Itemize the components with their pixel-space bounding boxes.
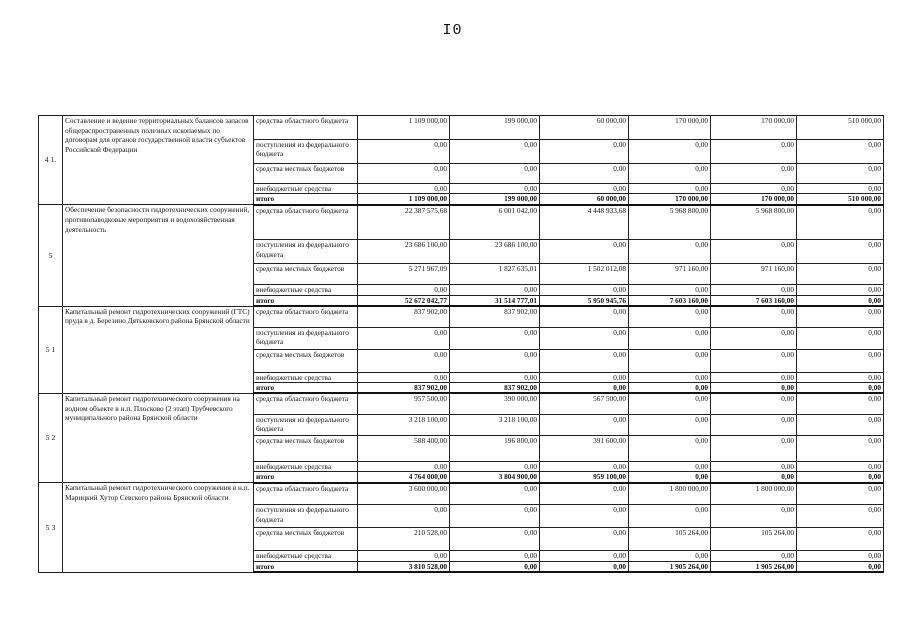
amount-cell: 0,00 [540,528,629,551]
amount-cell: 0,00 [540,140,629,164]
amount-cell: 1 905 264,00 [711,561,797,572]
funding-source: средства областного бюджета [254,483,358,505]
amount-cell: 0,00 [797,483,884,505]
amount-cell: 0,00 [711,414,797,435]
funding-source: внебюджетные средства [254,372,358,382]
amount-cell: 0,00 [629,383,711,394]
amount-cell: 199 000,00 [450,116,540,140]
amount-cell: 0,00 [629,505,711,528]
funding-source: внебюджетные средства [254,184,358,194]
funding-source: средства местных бюджетов [254,528,358,551]
funding-source: поступления из федерального бюджета [254,327,358,349]
funding-source: средства местных бюджетов [254,164,358,184]
amount-cell: 0,00 [540,327,629,349]
amount-cell: 588 400,00 [358,435,450,461]
amount-cell: 0,00 [358,184,450,194]
funding-source: средства областного бюджета [254,306,358,327]
amount-cell: 0,00 [450,164,540,184]
amount-cell: 0,00 [629,461,711,471]
amount-cell: 0,00 [797,164,884,184]
table-row [39,205,884,240]
amount-cell: 0,00 [711,164,797,184]
funding-source: внебюджетные средства [254,285,358,295]
amount-cell: 0,00 [797,140,884,164]
amount-cell: 3 804 900,00 [450,472,540,483]
table-row [39,483,884,505]
amount-cell: 0,00 [711,551,797,561]
amount-cell: 0,00 [358,140,450,164]
project-number: 5 [39,205,63,306]
amount-cell: 0,00 [797,264,884,285]
amount-cell: 0,00 [711,140,797,164]
amount-cell: 0,00 [711,327,797,349]
project-title: Капитальный ремонт гидротехнических сооружений (ГТС) пруда в д. Березино Дятьковского района Брянской области [63,306,254,393]
amount-cell: 0,00 [540,551,629,561]
amount-cell: 0,00 [450,327,540,349]
amount-cell: 0,00 [629,140,711,164]
funding-source: итого [254,472,358,483]
budget-table [38,115,884,573]
amount-cell: 0,00 [450,461,540,471]
amount-cell: 1 109 000,00 [358,116,450,140]
table-row [39,393,884,414]
amount-cell: 0,00 [540,461,629,471]
amount-cell: 170 000,00 [629,116,711,140]
amount-cell: 60 000,00 [540,194,629,205]
amount-cell: 170 000,00 [629,194,711,205]
funding-source: средства местных бюджетов [254,349,358,372]
amount-cell: 837 902,00 [358,306,450,327]
amount-cell: 0,00 [797,306,884,327]
amount-cell: 0,00 [450,372,540,382]
funding-source: итого [254,383,358,394]
page-number: I0 [442,22,463,39]
amount-cell: 52 672 042,77 [358,295,450,306]
amount-cell: 105 264,00 [711,528,797,551]
amount-cell: 0,00 [358,164,450,184]
amount-cell: 0,00 [629,306,711,327]
amount-cell: 971 160,00 [629,264,711,285]
table-row [39,116,884,140]
amount-cell: 0,00 [450,285,540,295]
amount-cell: 0,00 [540,240,629,264]
amount-cell: 0,00 [797,414,884,435]
amount-cell: 5 950 945,76 [540,295,629,306]
amount-cell: 210 528,00 [358,528,450,551]
amount-cell: 4 764 000,00 [358,472,450,483]
amount-cell: 0,00 [358,461,450,471]
amount-cell: 0,00 [540,349,629,372]
amount-cell: 0,00 [797,561,884,572]
amount-cell: 957 500,00 [358,393,450,414]
amount-cell: 0,00 [711,393,797,414]
funding-source: итого [254,561,358,572]
amount-cell: 567 500,00 [540,393,629,414]
amount-cell: 0,00 [797,505,884,528]
amount-cell: 0,00 [797,349,884,372]
funding-source: поступления из федерального бюджета [254,240,358,264]
amount-cell: 510 000,00 [797,194,884,205]
amount-cell: 0,00 [540,383,629,394]
amount-cell: 0,00 [450,551,540,561]
amount-cell: 0,00 [711,472,797,483]
project-number: 5 2 [39,393,63,482]
amount-cell: 3 600 000,00 [358,483,450,505]
amount-cell: 0,00 [797,184,884,194]
amount-cell: 0,00 [540,184,629,194]
amount-cell: 5 968 800,00 [629,205,711,240]
amount-cell: 0,00 [540,372,629,382]
amount-cell: 0,00 [540,505,629,528]
amount-cell: 0,00 [450,140,540,164]
amount-cell: 0,00 [711,285,797,295]
amount-cell: 0,00 [540,285,629,295]
amount-cell: 0,00 [711,461,797,471]
amount-cell: 1 827 635,01 [450,264,540,285]
amount-cell: 1 800 000,00 [711,483,797,505]
funding-source: итого [254,194,358,205]
amount-cell: 0,00 [797,327,884,349]
amount-cell: 1 905 264,00 [629,561,711,572]
project-number: 4 1. [39,116,63,205]
amount-cell: 0,00 [450,349,540,372]
amount-cell: 0,00 [629,164,711,184]
amount-cell: 837 902,00 [450,383,540,394]
project-title: Капитальный ремонт гидротехнического сооружения на водном объекте в н.п. Плосково (2 этап) Трубчевского муниципального района Брянской области [63,393,254,482]
amount-cell: 0,00 [629,327,711,349]
amount-cell: 0,00 [629,551,711,561]
amount-cell: 5 968 800,00 [711,205,797,240]
amount-cell: 0,00 [450,505,540,528]
amount-cell: 0,00 [797,551,884,561]
amount-cell: 971 160,00 [711,264,797,285]
amount-cell: 3 810 528,00 [358,561,450,572]
amount-cell: 510 000,00 [797,116,884,140]
amount-cell: 60 000,00 [540,116,629,140]
amount-cell: 0,00 [711,383,797,394]
amount-cell: 0,00 [797,285,884,295]
amount-cell: 1 109 000,00 [358,194,450,205]
amount-cell: 3 218 100,00 [450,414,540,435]
amount-cell: 0,00 [629,393,711,414]
funding-source: внебюджетные средства [254,461,358,471]
amount-cell: 0,00 [711,240,797,264]
amount-cell: 170 000,00 [711,194,797,205]
funding-source: средства местных бюджетов [254,435,358,461]
amount-cell: 0,00 [797,435,884,461]
funding-source: поступления из федерального бюджета [254,140,358,164]
amount-cell: 105 264,00 [629,528,711,551]
amount-cell: 0,00 [358,327,450,349]
amount-cell: 0,00 [629,414,711,435]
funding-source: поступления из федерального бюджета [254,414,358,435]
amount-cell: 0,00 [358,505,450,528]
funding-source: средства областного бюджета [254,393,358,414]
table-row [39,306,884,327]
amount-cell: 959 100,00 [540,472,629,483]
funding-source: внебюджетные средства [254,551,358,561]
project-number: 5 1 [39,306,63,393]
amount-cell: 0,00 [629,372,711,382]
amount-cell: 23 686 100,00 [450,240,540,264]
amount-cell: 0,00 [540,561,629,572]
funding-source: поступления из федерального бюджета [254,505,358,528]
amount-cell: 0,00 [358,551,450,561]
funding-source: средства областного бюджета [254,205,358,240]
amount-cell: 0,00 [797,393,884,414]
amount-cell: 0,00 [797,528,884,551]
amount-cell: 196 800,00 [450,435,540,461]
amount-cell: 0,00 [797,295,884,306]
amount-cell: 5 271 967,09 [358,264,450,285]
amount-cell: 0,00 [797,461,884,471]
amount-cell: 0,00 [629,435,711,461]
amount-cell: 0,00 [711,372,797,382]
amount-cell: 0,00 [797,383,884,394]
amount-cell: 837 902,00 [450,306,540,327]
funding-source: средства областного бюджета [254,116,358,140]
amount-cell: 0,00 [711,435,797,461]
funding-source: итого [254,295,358,306]
funding-source: средства местных бюджетов [254,264,358,285]
project-title: Капитальный ремонт гидротехнического сооружения в н.п. Марицкий Хутор Севского района Брянской области [63,483,254,572]
amount-cell: 391 600,00 [540,435,629,461]
amount-cell: 0,00 [450,561,540,572]
amount-cell: 1 800 000,00 [629,483,711,505]
amount-cell: 1 502 012,08 [540,264,629,285]
amount-cell: 0,00 [711,184,797,194]
amount-cell: 22 387 575,68 [358,205,450,240]
amount-cell: 7 603 160,00 [629,295,711,306]
amount-cell: 6 001 042,00 [450,205,540,240]
amount-cell: 0,00 [540,483,629,505]
amount-cell: 0,00 [540,306,629,327]
amount-cell: 0,00 [629,240,711,264]
amount-cell: 0,00 [358,349,450,372]
amount-cell: 0,00 [450,483,540,505]
amount-cell: 0,00 [450,184,540,194]
amount-cell: 31 514 777,01 [450,295,540,306]
amount-cell: 837 902,00 [358,383,450,394]
amount-cell: 0,00 [797,372,884,382]
project-number: 5 3 [39,483,63,572]
amount-cell: 0,00 [797,205,884,240]
amount-cell: 0,00 [629,184,711,194]
amount-cell: 0,00 [540,164,629,184]
amount-cell: 390 000,00 [450,393,540,414]
amount-cell: 0,00 [797,472,884,483]
amount-cell: 0,00 [711,306,797,327]
amount-cell: 0,00 [711,505,797,528]
project-title: Обеспечение безопасности гидротехнических сооружений, противопаводковые мероприятия и водохозяйственная деятельность [63,205,254,306]
amount-cell: 0,00 [711,349,797,372]
amount-cell: 0,00 [450,528,540,551]
amount-cell: 7 603 160,00 [711,295,797,306]
amount-cell: 0,00 [358,372,450,382]
amount-cell: 170 000,00 [711,116,797,140]
amount-cell: 0,00 [629,349,711,372]
amount-cell: 0,00 [540,414,629,435]
amount-cell: 0,00 [358,285,450,295]
amount-cell: 0,00 [629,472,711,483]
amount-cell: 3 218 100,00 [358,414,450,435]
amount-cell: 4 448 933,68 [540,205,629,240]
amount-cell: 199 000,00 [450,194,540,205]
amount-cell: 23 686 100,00 [358,240,450,264]
amount-cell: 0,00 [629,285,711,295]
project-title: Составление и ведение территориальных балансов запасов общераспространенных полезных ископаемых по договорам для органов государственной власти субъектов Российской Федерации [63,116,254,205]
amount-cell: 0,00 [797,240,884,264]
